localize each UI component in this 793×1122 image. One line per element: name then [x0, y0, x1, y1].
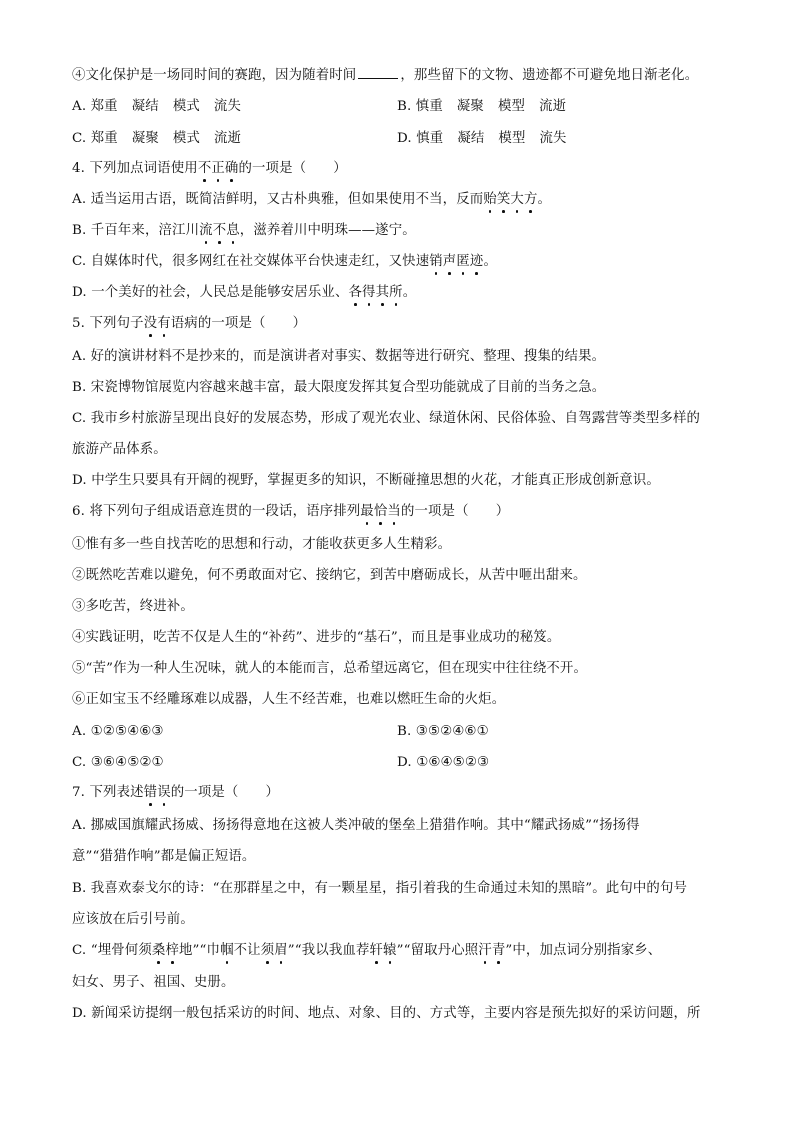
emphasis-dotted-char: 误: [157, 783, 171, 803]
text-run: D. 中学生只要具有开阔的视野，掌握更多的知识，不断碰撞思想的火花，才能真正形成创新意识。: [72, 473, 660, 488]
emphasis-dotted-char: 确: [225, 159, 239, 179]
q3-option-c: [72, 129, 241, 149]
text-run: C. 自媒体时代，很多网红在社交媒体平台快速走红，又快速: [72, 254, 430, 269]
text-run: ”“留取丹心照: [396, 943, 479, 958]
fill-in-blank: [358, 64, 398, 79]
text-run: 7. 下列表述: [72, 785, 144, 800]
text-run: ④文化保护是一场同时间的赛跑，因为随着时间: [72, 68, 357, 83]
q3-option-a: [72, 97, 241, 117]
text-run: ③多吃苦，终进补。: [72, 599, 194, 614]
text-run: 不让: [233, 943, 261, 958]
text-run: C. 我市乡村旅游呈现出良好的发展态势，形成了观光农业、绿道休闲、民俗体验、自驾露营等类型多样的: [72, 411, 701, 426]
q5-option-d: [72, 471, 660, 491]
text-run: B. 千百年来，涪江川: [72, 223, 200, 238]
text-run: C. “埋骨何须: [72, 943, 152, 958]
q7-option-a-1: [72, 816, 640, 836]
q3-option-d: [397, 129, 567, 149]
text-run: ⑤“苦”作为一种人生况味，就人的本能而言，总希望远离它，但在现实中往往绕不开。: [72, 661, 587, 676]
emphasis-dotted-char: 青: [492, 941, 506, 961]
q7-option-b-1: [72, 879, 687, 899]
text-run: ”“我以我血荐: [287, 943, 370, 958]
q5-option-b: [72, 378, 605, 398]
emphasis-dotted-char: 息: [226, 221, 240, 241]
emphasis-dotted-char: 迹: [470, 252, 484, 272]
emphasis-dotted-char: 所: [389, 283, 403, 303]
text-run: A. 郑重: [72, 99, 118, 114]
text-run: A. 挪威国旗耀武扬威、扬扬得意地在这被人类冲破的堡垒上猎猎作响。其中“耀武扬威”“扬扬得: [72, 818, 640, 833]
emphasis-dotted-char: 不: [198, 159, 212, 179]
text-run: 5. 下列句子: [72, 316, 144, 331]
q4-option-a: [72, 190, 551, 210]
text-run: 模式: [172, 99, 200, 114]
q7-option-d-1: [72, 1004, 701, 1024]
text-run: 6. 将下列句子组成语意连贯的一段话，语序排列: [72, 504, 361, 519]
text-run: B. 我喜欢泰戈尔的诗：“在那群星之中，有一颗星星，指引着我的生命通过未知的黑暗”。此句中的句号: [72, 881, 688, 896]
emphasis-dotted-char: 错: [144, 783, 158, 803]
text-run: 凝聚: [456, 99, 484, 114]
text-run: D. 新闻采访提纲一般包括采访的时间、地点、对象、目的、方式等，主要内容是预先拟好的采访问题，所: [72, 1006, 701, 1021]
text-run: 意”“猎猎作响”都是偏正短语。: [72, 849, 256, 864]
text-run: 妇女、男子、祖国、史册。: [72, 975, 235, 990]
emphasis-dotted-char: 恰: [374, 502, 388, 522]
q3-sentence-4: [72, 64, 698, 86]
q7-option-c-2: [72, 973, 235, 993]
q4-option-d: [72, 283, 416, 303]
q7-option-b-2: [72, 910, 194, 930]
text-run: ，那些留下的文物、遗迹都不可避免地日渐老化。: [400, 68, 699, 83]
text-run: 凝结: [131, 99, 159, 114]
emphasis-dotted-char: 贻: [483, 190, 497, 210]
text-run: B. 慎重: [397, 99, 443, 114]
emphasis-dotted-char: 汗: [478, 941, 492, 961]
text-run: 旅游产品体系。: [72, 442, 167, 457]
emphasis-dotted-char: 轩: [370, 941, 384, 961]
q7-stem: [72, 783, 279, 803]
text-run: ①惟有多一些自找苦吃的思想和行动，才能收获更多人生精彩。: [72, 537, 452, 552]
text-run: 凝聚: [131, 131, 159, 146]
emphasis-dotted-char: 其: [376, 283, 390, 303]
emphasis-dotted-char: 各: [349, 283, 363, 303]
text-run: B. 宋瓷博物馆展览内容越来越丰富，最大限度发挥其复合型功能就成了目前的当务之急。: [72, 380, 606, 395]
emphasis-dotted-char: 大: [510, 190, 524, 210]
text-run: D. 一个美好的社会，人民总是能够安居乐业、: [72, 285, 349, 300]
q4-option-b: [72, 221, 416, 241]
q6-option-c: [72, 753, 164, 773]
q6-sentence-1: [72, 535, 451, 555]
emphasis-dotted-char: 最: [360, 502, 374, 522]
text-run: D. 慎重: [397, 131, 444, 146]
text-run: A. ①②⑤④⑥③: [72, 724, 164, 739]
emphasis-dotted-char: 笑: [497, 190, 511, 210]
q6-option-a: [72, 722, 164, 742]
text-run: 模型: [497, 99, 526, 114]
text-run: 。: [483, 254, 497, 269]
q6-option-d: [397, 753, 489, 773]
emphasis-dotted-char: 须: [261, 941, 275, 961]
text-run: C. 郑重: [72, 131, 118, 146]
text-run: 。: [537, 192, 552, 207]
text-run: C. ③⑥④⑤②①: [72, 755, 164, 770]
text-run: ⑥正如宝玉不经雕琢难以成器，人生不经苦难，也难以燃旺生命的火炬。: [72, 692, 506, 707]
emphasis-dotted-char: 梓: [165, 941, 179, 961]
text-run: 的一项是（ ）: [400, 504, 510, 519]
q7-option-c-1: [72, 941, 661, 961]
text-run: D. ①⑥④⑤②③: [397, 755, 490, 770]
q6-sentence-3: [72, 597, 194, 617]
emphasis-dotted-char: 辕: [383, 941, 397, 961]
emphasis-dotted-char: 正: [211, 159, 225, 179]
text-run: 流逝: [539, 99, 567, 114]
emphasis-dotted-char: 匿: [456, 252, 470, 272]
text-run: ②既然吃苦难以避免，何不勇敢面对它、接纳它，到苦中磨砺成长，从苦中咂出甜来。: [72, 568, 587, 583]
text-run: 的一项是（ ）: [170, 785, 280, 800]
q7-option-a-2: [72, 847, 255, 867]
q6-sentence-5: [72, 659, 587, 679]
text-run: 流失: [539, 131, 567, 146]
emphasis-dotted-char: 不: [213, 221, 227, 241]
emphasis-dotted-char: 声: [443, 252, 457, 272]
emphasis-dotted-char: 帼: [220, 941, 234, 961]
q5-stem: [72, 314, 306, 334]
q5-option-c-1: [72, 409, 700, 429]
emphasis-dotted-char: 销: [429, 252, 443, 272]
text-run: 模型: [498, 131, 526, 146]
q5-option-c-2: [72, 440, 167, 460]
emphasis-dotted-char: 眉: [274, 941, 288, 961]
text-run: 应该放在后引号前。: [72, 912, 194, 927]
q6-option-b: [397, 722, 489, 742]
text-run: 地”“巾: [178, 943, 221, 958]
q4-stem: [72, 159, 347, 179]
text-run: A. 适当运用古语，既简洁鲜明，又古朴典雅，但如果使用不当，反而: [72, 192, 484, 207]
text-run: 的一项是（ ）: [238, 161, 347, 176]
text-run: ，滋养着川中明珠——遂宁。: [239, 223, 416, 238]
emphasis-dotted-char: 桑: [152, 941, 166, 961]
text-run: A. 好的演讲材料不是抄来的，而是演讲者对事实、数据等进行研究、整理、搜集的结果。: [72, 349, 606, 364]
emphasis-dotted-char: 没: [144, 314, 158, 334]
text-run: 。: [402, 285, 417, 300]
text-run: 凝结: [457, 131, 485, 146]
text-run: 语病的一项是（ ）: [170, 316, 307, 331]
text-run: 流失: [213, 99, 241, 114]
text-run: ④实践证明，吃苦不仅是人生的“补药”、进步的“基石”，而且是事业成功的秘笈。: [72, 630, 561, 645]
emphasis-dotted-char: 方: [524, 190, 538, 210]
q6-stem: [72, 502, 509, 522]
text-run: 4. 下列加点词语使用: [72, 161, 198, 176]
text-run: ”中，加点词分别指家乡、: [505, 943, 662, 958]
text-run: 模式: [172, 131, 200, 146]
emphasis-dotted-char: 得: [362, 283, 376, 303]
q4-option-c: [72, 252, 497, 272]
q5-option-a: [72, 347, 605, 367]
q6-sentence-6: [72, 690, 505, 710]
emphasis-dotted-char: 有: [157, 314, 171, 334]
q6-sentence-2: [72, 566, 587, 586]
emphasis-dotted-char: 当: [387, 502, 401, 522]
text-run: 流逝: [214, 131, 242, 146]
emphasis-dotted-char: 流: [199, 221, 213, 241]
q3-option-b: [397, 97, 566, 117]
q6-sentence-4: [72, 628, 560, 648]
text-run: B. ③⑤②④⑥①: [397, 724, 489, 739]
